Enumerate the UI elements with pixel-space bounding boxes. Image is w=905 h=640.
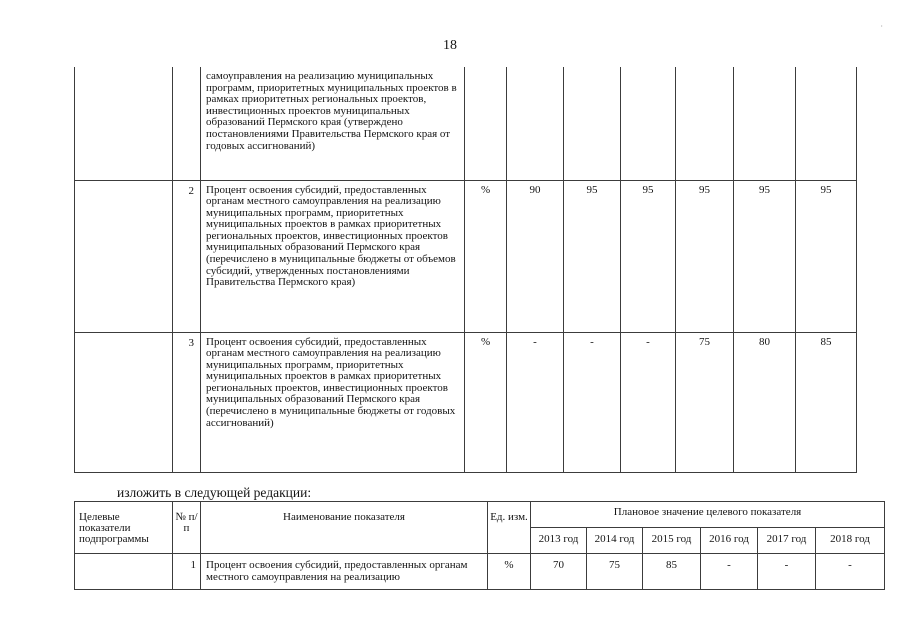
page-number: 18 [443, 38, 457, 53]
row-number: 1 [173, 554, 201, 590]
header-target-indicators: Целевые показатели подпрограммы [75, 502, 173, 554]
blank-cell [75, 554, 173, 590]
section-heading: изложить в следующей редакции: [117, 485, 312, 500]
indicators-table-continued [74, 67, 857, 473]
value-2017: - [758, 554, 816, 590]
value-2013: 90 [507, 180, 564, 332]
header-year-2013: 2013 год [531, 528, 587, 554]
blank-cell [621, 67, 676, 180]
unit-cell: % [488, 554, 531, 590]
value-2015: 85 [643, 554, 701, 590]
value-2014: 95 [564, 180, 621, 332]
blank-cell [564, 67, 621, 180]
table-row [75, 554, 885, 590]
table-row [75, 180, 857, 332]
blank-cell [465, 67, 507, 180]
blank-cell [75, 180, 173, 332]
header-year-2018: 2018 год [816, 528, 885, 554]
header-indicator-name: Наименование показателя [201, 502, 488, 554]
table-row [75, 332, 857, 472]
row-number: 3 [173, 332, 201, 472]
header-year-2015: 2015 год [643, 528, 701, 554]
value-2013: 70 [531, 554, 587, 590]
header-year-2016: 2016 год [701, 528, 758, 554]
header-year-2017: 2017 год [758, 528, 816, 554]
value-2014: 75 [587, 554, 643, 590]
value-2014: - [564, 332, 621, 472]
unit-cell: % [465, 180, 507, 332]
blank-cell [75, 332, 173, 472]
value-2015: 95 [621, 180, 676, 332]
value-2018: 85 [796, 332, 857, 472]
unit-cell: % [465, 332, 507, 472]
blank-cell [173, 67, 201, 180]
value-2018: - [816, 554, 885, 590]
value-2017: 95 [734, 180, 796, 332]
value-2016: - [701, 554, 758, 590]
indicators-table-new [74, 501, 885, 590]
row-number: 2 [173, 180, 201, 332]
header-number: № п/п [173, 502, 201, 554]
header-planned-value: Плановое значение целевого показателя [531, 502, 885, 528]
value-2016: 95 [676, 180, 734, 332]
value-2015: - [621, 332, 676, 472]
blank-cell [75, 67, 173, 180]
value-2018: 95 [796, 180, 857, 332]
blank-cell [507, 67, 564, 180]
indicator-name: Процент освоения субсидий, предоставленных органам местного самоуправления на реализацию [201, 554, 488, 590]
indicator-name: Процент освоения субсидий, предоставленных органам местного самоуправления на реализацию муниципальных программ, приоритетных муниципальных проектов в рамках приоритетных региональных проектов, инвестиционных проектов муниципальных образований Пермского края (перечислено в муниципальные бюджеты от объемов субсидий, утвержденных постановлениями Правительства Пермского края) [201, 180, 465, 332]
blank-cell [676, 67, 734, 180]
corner-mark: · [880, 22, 883, 31]
blank-cell [796, 67, 857, 180]
continuation-indicator-name: самоуправления на реализацию муниципальных программ, приоритетных муниципальных проектов в рамках приоритетных региональных проектов, инвестиционных проектов муниципальных образований Пермского края (утверждено постановлениями Правительства Пермского края от годовых ассигнований) [201, 67, 465, 180]
value-2013: - [507, 332, 564, 472]
header-unit: Ед. изм. [488, 502, 531, 554]
value-2017: 80 [734, 332, 796, 472]
value-2016: 75 [676, 332, 734, 472]
blank-cell [734, 67, 796, 180]
indicator-name: Процент освоения субсидий, предоставленных органам местного самоуправления на реализацию муниципальных программ, приоритетных муниципальных проектов в рамках приоритетных региональных проектов, инвестиционных проектов муниципальных образований Пермского края (перечислено в муниципальные бюджеты от годовых ассигнований) [201, 332, 465, 472]
header-year-2014: 2014 год [587, 528, 643, 554]
